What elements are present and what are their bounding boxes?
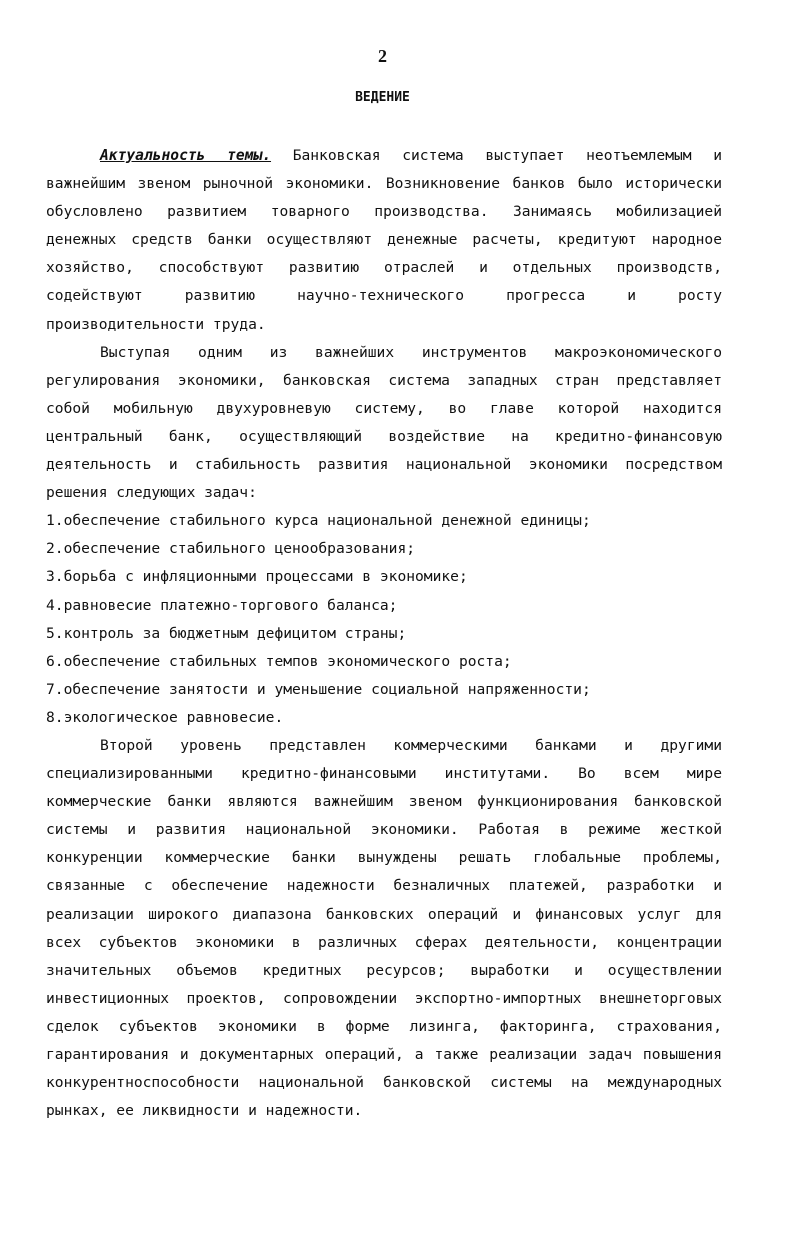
page-number: 2 [378, 46, 387, 66]
relevance-text: Банковская система выступает неотъемлемым и важнейшим звеном рыночной экономики. Возникновение банков было исторически обусловлено развитием товарного производства. Занимаясь мобилизацией денежных средств банки осуществляют денежные расчеты, кредитуют народное хозяйство, способствуют развитию отраслей и отдельных производств, содействуют развитию научно-технического прогресса и росту производительности труда. [46, 147, 722, 333]
tasks-list [46, 507, 722, 732]
list-item: 4.равновесие платежно-торгового баланса; [46, 596, 398, 614]
relevance-lead: Актуальность темы. [100, 147, 272, 164]
list-item: 8.экологическое равновесие. [46, 708, 284, 726]
section-heading: ВЕДЕНИЕ [355, 90, 410, 105]
paragraph-relevance [46, 142, 722, 339]
list-item: 2.обеспечение стабильного ценообразования; [46, 540, 416, 558]
list-item: 1.обеспечение стабильного курса национальной денежной единицы; [46, 512, 591, 530]
paragraph-commercial-banks: Второй уровень представлен коммерческими банками и другими специализированными кредитно-финансовыми институтами. Во всем мире коммерческие банки являются важнейшим звеном функционирования банковской системы и развития национальной экономики. Работая в режиме жесткой конкуренции коммерческие банки вынуждены решать глобальные проблемы, связанные с обеспечение надежности безналичных платежей, разработки и реализации широкого диапазона банковских операций и финансовых услуг для всех субъектов экономики в различных сферах деятельности, концентрации значительных объемов кредитных ресурсов; выработки и осуществлении инвестиционных проектов, сопровождении экспортно-импортных внешнеторговых сделок субъектов экономики в форме лизинга, факторинга, страхования, гарантирования и документарных операций, а также реализации задач повышения конкурентноспособности национальной банковской системы на международных рынках, ее ликвидности и надежности. [46, 736, 722, 1120]
paragraph-central-bank: Выступая одним из важнейших инструментов макроэкономического регулирования экономики, банковская система западных стран представляет собой мобильную двухуровневую систему, во главе которой находится центральный банк, осуществляющий воздействие на кредитно-финансовую деятельность и стабильность развития национальной экономики посредством решения следующих задач: [46, 343, 722, 502]
list-item: 3.борьба с инфляционными процессами в экономике; [46, 568, 468, 586]
body-text [46, 142, 722, 1125]
list-item: 6.обеспечение стабильных темпов экономического роста; [46, 652, 512, 670]
list-item: 5.контроль за бюджетным дефицитом страны; [46, 624, 407, 642]
list-item: 7.обеспечение занятости и уменьшение социальной напряженности; [46, 680, 591, 698]
